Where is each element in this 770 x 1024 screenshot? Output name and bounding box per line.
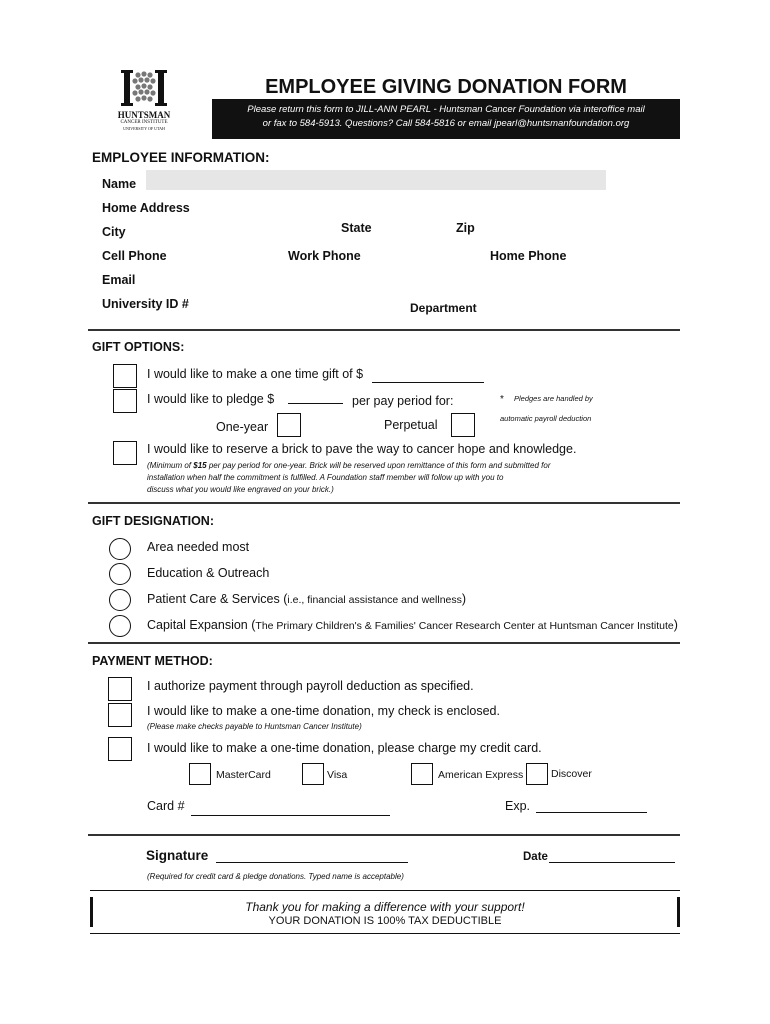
- email-label: Email: [102, 273, 136, 287]
- area-needed-radio[interactable]: [109, 538, 131, 560]
- one-year-label: One-year: [216, 420, 269, 434]
- divider: [88, 834, 680, 836]
- card-number-label: Card #: [147, 799, 185, 813]
- pledge-note-2: automatic payroll deduction: [500, 414, 592, 423]
- amex-checkbox[interactable]: [411, 763, 433, 785]
- pledge-amount-line[interactable]: [288, 403, 343, 404]
- payroll-checkbox[interactable]: [108, 677, 132, 701]
- instructions-banner: [212, 99, 680, 139]
- credit-card-label: I would like to make a one-time donation, please charge my credit card.: [147, 741, 542, 755]
- work-phone-label: Work Phone: [288, 249, 361, 263]
- payroll-label: I authorize payment through payroll deduction as specified.: [147, 679, 474, 693]
- one-time-amount-line[interactable]: [372, 382, 484, 383]
- capital-close: ): [673, 618, 678, 632]
- per-pay-label: per pay period for:: [352, 394, 454, 408]
- logo-line2: CANCER INSTITUTE: [120, 120, 168, 125]
- check-checkbox[interactable]: [108, 703, 132, 727]
- perpetual-checkbox[interactable]: [451, 413, 475, 437]
- name-input[interactable]: [146, 170, 606, 190]
- one-year-checkbox[interactable]: [277, 413, 301, 437]
- payment-heading: PAYMENT METHOD:: [92, 654, 213, 668]
- brick-note: [147, 460, 587, 496]
- one-time-gift-checkbox[interactable]: [113, 364, 137, 388]
- check-label: I would like to make a one-time donation, my check is enclosed.: [147, 704, 500, 718]
- employee-heading: EMPLOYEE INFORMATION:: [92, 150, 270, 165]
- state-label: State: [341, 221, 372, 235]
- footer-thanks: Thank you for making a difference with your support!: [245, 900, 525, 914]
- patient-care-label: [147, 592, 466, 606]
- amex-label: American Express: [438, 769, 524, 781]
- university-id-label: University ID #: [102, 297, 189, 311]
- footer-right-bracket: [677, 897, 680, 927]
- zip-label: Zip: [456, 221, 475, 235]
- brick-note-1: (Minimum of: [147, 461, 192, 470]
- capital-expansion-radio[interactable]: [109, 615, 131, 637]
- brick-label: I would like to reserve a brick to pave the way to cancer hope and knowledge.: [147, 442, 577, 456]
- divider: [88, 502, 680, 504]
- cell-phone-label: Cell Phone: [102, 249, 167, 263]
- footer-box: [90, 890, 680, 934]
- pledge-label: I would like to pledge $: [147, 392, 275, 406]
- brick-note-amount: $15: [193, 461, 207, 470]
- patient-care-radio[interactable]: [109, 589, 131, 611]
- patient-care-text: Patient Care & Services: [147, 592, 280, 606]
- banner-line1: Please return this form to JILL-ANN PEARL - Huntsman Cancer Foundation via interoffice mail: [247, 104, 645, 115]
- mastercard-label: MasterCard: [216, 769, 271, 781]
- capital-note: The Primary Children's & Families' Cancer Research Center at Huntsman Cancer Institute: [255, 620, 674, 632]
- discover-label: Discover: [551, 768, 592, 780]
- pledge-note-1: Pledges are handled by: [514, 394, 593, 403]
- expiration-line[interactable]: [536, 812, 647, 813]
- name-label: Name: [102, 177, 137, 191]
- one-time-gift-label: I would like to make a one time gift of $: [147, 367, 364, 381]
- home-address-label: Home Address: [102, 201, 190, 215]
- pledge-checkbox[interactable]: [113, 389, 137, 413]
- date-label: Date: [523, 851, 548, 863]
- expiration-label: Exp.: [505, 799, 531, 813]
- divider: [88, 329, 680, 331]
- patient-care-paren: (: [283, 592, 288, 606]
- department-label: Department: [410, 301, 477, 315]
- logo-line1: HUNTSMAN: [117, 110, 171, 120]
- signature-label: Signature: [146, 848, 209, 863]
- education-radio[interactable]: [109, 563, 131, 585]
- capital-expansion-text: Capital Expansion: [147, 618, 248, 632]
- discover-checkbox[interactable]: [526, 763, 548, 785]
- patient-care-note: i.e., financial assistance and wellness: [287, 594, 462, 606]
- visa-checkbox[interactable]: [302, 763, 324, 785]
- pledge-star: *: [500, 394, 504, 405]
- footer-tax: YOUR DONATION IS 100% TAX DEDUCTIBLE: [268, 915, 502, 927]
- education-label: Education & Outreach: [147, 566, 270, 580]
- capital-paren: (: [251, 618, 256, 632]
- credit-card-checkbox[interactable]: [108, 737, 132, 761]
- date-line[interactable]: [549, 862, 675, 863]
- signature-line[interactable]: [216, 862, 408, 863]
- city-label: City: [102, 225, 126, 239]
- brick-note-1b: per pay period for one-year. Brick will be reserved upon remittance of this form and submitted for: [208, 461, 551, 470]
- brick-checkbox[interactable]: [113, 441, 137, 465]
- logo-line3: UNIVERSITY OF UTAH: [123, 126, 165, 131]
- page-title: EMPLOYEE GIVING DONATION FORM: [265, 76, 627, 98]
- huntsman-logo-icon: [113, 68, 175, 108]
- gift-designation-heading: GIFT DESIGNATION:: [92, 514, 214, 528]
- logo: [113, 68, 175, 138]
- mastercard-checkbox[interactable]: [189, 763, 211, 785]
- card-number-line[interactable]: [191, 815, 390, 816]
- home-phone-label: Home Phone: [490, 249, 567, 263]
- area-needed-label: Area needed most: [147, 540, 250, 554]
- capital-expansion-label: [147, 618, 678, 632]
- gift-options-heading: GIFT OPTIONS:: [92, 340, 185, 354]
- visa-label: Visa: [327, 769, 348, 781]
- divider: [88, 642, 680, 644]
- signature-note: (Required for credit card & pledge donations. Typed name is acceptable): [147, 872, 404, 881]
- footer-left-bracket: [90, 897, 93, 927]
- brick-note-2: installation when half the commitment is fulfilled. A Foundation staff member will follow up with you to: [147, 473, 504, 482]
- perpetual-label: Perpetual: [384, 418, 438, 432]
- check-note: (Please make checks payable to Huntsman Cancer Institute): [147, 722, 362, 731]
- patient-care-close: ): [461, 592, 467, 606]
- banner-line2: or fax to 584-5913. Questions? Call 584-5816 or email jpearl@huntsmanfoundation.org: [262, 118, 630, 129]
- brick-note-3: discuss what you would like engraved on your brick.): [147, 485, 334, 494]
